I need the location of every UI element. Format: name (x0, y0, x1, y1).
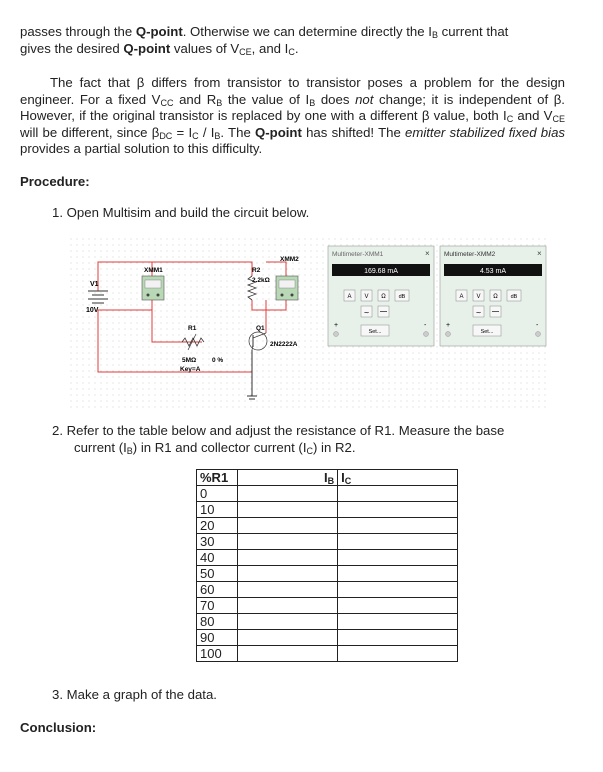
percent-cell: 0 (197, 486, 238, 502)
para-text: / I (198, 124, 215, 140)
intro-qpoint: Q-point (135, 24, 183, 39)
percent-cell: 90 (197, 630, 238, 646)
mm1-minus: - (424, 322, 427, 329)
header-percent-r1: %R1 (197, 470, 238, 486)
table-row (197, 598, 458, 614)
step-1: 1. Open Multisim and build the circuit below. (52, 205, 310, 220)
ib-cell[interactable] (238, 518, 338, 534)
header-ic (338, 470, 458, 486)
mm2-close-icon[interactable]: × (537, 249, 542, 258)
intro-text: current that (437, 24, 509, 39)
ib-cell[interactable] (238, 486, 338, 502)
table-row (197, 566, 458, 582)
mm1-plus-terminal[interactable] (334, 332, 339, 337)
table-row (197, 582, 458, 598)
mm2-ohm-label: Ω (493, 294, 498, 300)
ib-cell[interactable] (238, 582, 338, 598)
para-sub: B (214, 130, 221, 141)
ib-cell[interactable] (238, 502, 338, 518)
intro-text: values of V (170, 40, 240, 56)
ic-cell[interactable] (338, 486, 458, 502)
step-2 (52, 423, 567, 456)
intro-text: , and I (251, 40, 289, 56)
mm1-db-label: dB (398, 294, 406, 300)
mm1-reading: 169.68 mA (364, 268, 398, 275)
para-sub: CE (552, 114, 565, 124)
para-text: = I (172, 124, 193, 140)
header-ic-text: I (341, 470, 345, 485)
procedure-heading: Procedure: (20, 174, 90, 189)
mm2-volt-label: V (476, 294, 481, 300)
conclusion-heading: Conclusion: (20, 720, 97, 735)
circuit-schematic (70, 238, 550, 408)
q1-part: 2N2222A (270, 341, 298, 348)
measurement-table (196, 469, 458, 662)
para-italic: not (355, 91, 374, 107)
xmm2-label: XMM2 (280, 256, 299, 263)
percent-cell: 40 (197, 550, 238, 566)
mm2-minus-terminal[interactable] (536, 332, 541, 337)
ic-cell[interactable] (338, 630, 458, 646)
ic-cell[interactable] (338, 582, 458, 598)
mm2-plus: + (446, 322, 451, 329)
step-2-text: 2. Refer to the table below and adjust the resistance of R1. Measure the base (52, 423, 505, 438)
mm2-title: Multimeter-XMM2 (444, 251, 496, 258)
mm1-ohm-label: Ω (381, 294, 386, 300)
ib-cell[interactable] (238, 534, 338, 550)
v1-value: 10V (86, 307, 99, 314)
table-row (197, 518, 458, 534)
step-2-text: ) in R2. (313, 439, 356, 455)
table-header-row (197, 470, 458, 486)
intro-text: . Otherwise we can determine directly the I (182, 24, 432, 39)
xmm2-icon[interactable] (276, 276, 298, 300)
percent-cell: 60 (197, 582, 238, 598)
v1-label: V1 (90, 281, 99, 288)
mm1-minus-terminal[interactable] (424, 332, 429, 337)
intro-text: . (294, 40, 299, 56)
mm2-amp-label: A (459, 294, 464, 300)
mm2-db-label: dB (510, 294, 518, 300)
para-text: provides a partial solution to this difficulty. (20, 141, 263, 156)
para-text: and R (173, 91, 217, 107)
mm1-volt-label: V (364, 294, 369, 300)
r1-percent: 0 % (212, 357, 224, 364)
ib-cell[interactable] (238, 550, 338, 566)
intro-text: passes through the (20, 24, 136, 39)
intro-text: gives the desired (20, 40, 124, 56)
table-row (197, 550, 458, 566)
ic-cell[interactable] (338, 518, 458, 534)
para-text: and V (513, 108, 553, 123)
table-row (197, 534, 458, 550)
table-row (197, 502, 458, 518)
percent-cell: 20 (197, 518, 238, 534)
intro-qpoint: Q-point (123, 40, 171, 56)
step-2-sub: C (306, 445, 313, 456)
table-row (197, 646, 458, 662)
ib-cell[interactable] (238, 614, 338, 630)
ic-cell[interactable] (338, 646, 458, 662)
ic-cell[interactable] (338, 614, 458, 630)
para-sub: DC (159, 130, 173, 141)
r1-value: 5MΩ (182, 357, 197, 364)
intro-sub: B (431, 30, 438, 40)
percent-cell: 80 (197, 614, 238, 630)
para-text: change; it is independent of β. However, if the original transistor is replaced by one with a different β value, both I (20, 91, 565, 123)
para-text: has shifted! The (301, 124, 406, 140)
mm1-close-icon[interactable]: × (425, 249, 430, 258)
para-sub: B (216, 97, 223, 108)
ic-cell[interactable] (338, 598, 458, 614)
step-2-text: current (I (74, 439, 127, 455)
ic-cell[interactable] (338, 550, 458, 566)
para-sub: C (506, 114, 514, 124)
r1-key: Key=A (180, 366, 201, 373)
para-sub: C (192, 130, 199, 141)
header-ib-sub: B (327, 476, 335, 486)
para-text: . The (220, 124, 255, 140)
para-text: The fact that β differs from transistor to transistor poses a problem for the design engineer. For a fixed V (20, 75, 565, 107)
ib-cell[interactable] (238, 566, 338, 582)
percent-cell: 30 (197, 534, 238, 550)
para-text: does (315, 91, 356, 107)
percent-cell: 50 (197, 566, 238, 582)
ac-wave-icon: ~ (475, 309, 482, 317)
intro-sub: C (288, 46, 295, 57)
ic-cell[interactable] (338, 534, 458, 550)
header-ic-sub: C (344, 476, 352, 486)
q1-label: Q1 (256, 325, 265, 332)
para-sub: CC (160, 97, 174, 108)
beta-paragraph (20, 75, 565, 158)
xmm1-label: XMM1 (144, 267, 163, 274)
step-2-text: ) in R1 and collector current (I (132, 439, 307, 455)
mm1-set-label: Set... (368, 329, 382, 335)
mm1-plus: + (334, 322, 339, 329)
para-text: will be different, since β (20, 124, 160, 140)
mm1-amp-label: A (347, 294, 352, 300)
percent-cell: 10 (197, 502, 238, 518)
mm2-plus-terminal[interactable] (446, 332, 451, 337)
xmm1-icon[interactable] (142, 276, 164, 300)
table-row (197, 486, 458, 502)
mm2-set-label: Set... (480, 329, 494, 335)
ic-cell[interactable] (338, 566, 458, 582)
header-ib-text: I (324, 470, 328, 485)
header-ib (238, 470, 338, 486)
r1-label: R1 (188, 325, 197, 332)
percent-cell: 70 (197, 598, 238, 614)
ib-cell[interactable] (238, 598, 338, 614)
ac-wave-icon: ~ (363, 309, 370, 317)
ic-cell[interactable] (338, 502, 458, 518)
para-sub: B (309, 97, 316, 108)
step-2-sub: B (126, 445, 133, 456)
r2-label: R2 (252, 267, 261, 274)
percent-cell: 100 (197, 646, 238, 662)
table-row (197, 630, 458, 646)
intro-sub: CE (239, 46, 252, 57)
multimeter-xmm1-panel[interactable] (328, 246, 434, 346)
ib-cell[interactable] (238, 646, 338, 662)
mm2-reading: 4.53 mA (479, 268, 507, 275)
para-italic: emitter stabilized fixed bias (405, 124, 565, 140)
r2-value: 2.2kΩ (252, 277, 270, 284)
para-text: the value of I (222, 91, 310, 107)
table-row (197, 614, 458, 630)
para-qpoint: Q-point (255, 124, 302, 140)
intro-paragraph (20, 24, 565, 57)
mm2-minus: - (536, 322, 539, 329)
multimeter-xmm2-panel[interactable] (440, 246, 546, 346)
step-3: 3. Make a graph of the data. (52, 687, 217, 702)
mm1-title: Multimeter-XMM1 (332, 251, 384, 258)
ib-cell[interactable] (238, 630, 338, 646)
